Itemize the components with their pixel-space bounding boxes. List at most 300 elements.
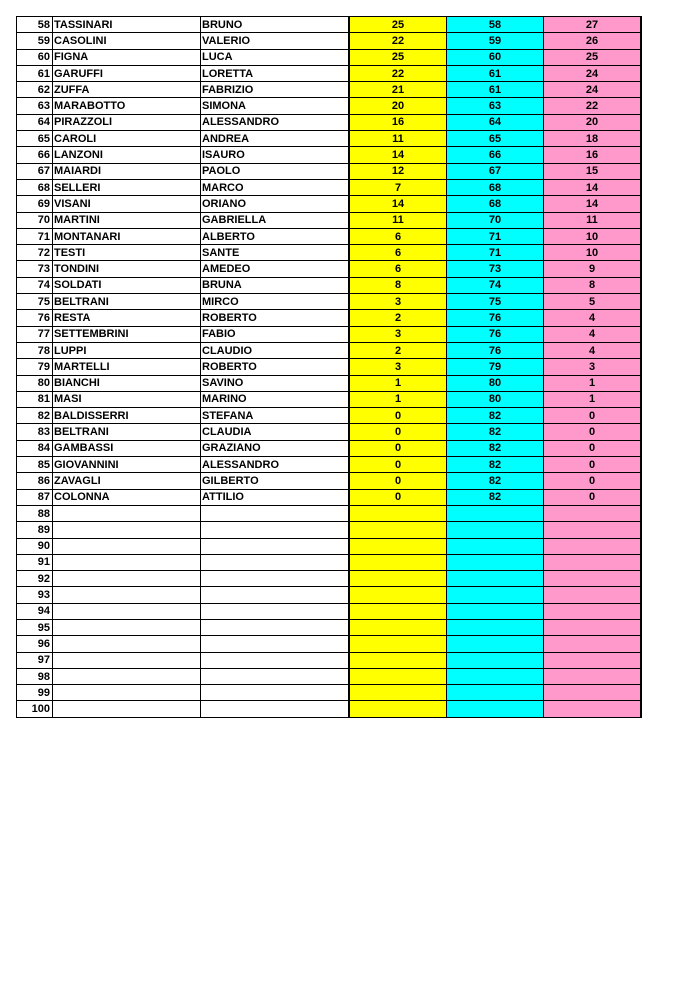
score-pink-cell[interactable]: 0	[544, 408, 642, 424]
score-yellow-cell[interactable]: 16	[349, 114, 447, 130]
table-row	[17, 33, 642, 49]
table-row	[17, 294, 642, 310]
rank-cell[interactable]: 81	[17, 391, 53, 407]
surname-cell[interactable]: BALDISSERRI	[53, 408, 201, 424]
score-yellow-cell[interactable]	[349, 619, 447, 635]
score-cyan-cell[interactable]: 82	[447, 424, 544, 440]
score-pink-cell[interactable]: 10	[544, 245, 642, 261]
first-name-cell[interactable]: BRUNO	[201, 17, 350, 33]
score-yellow-cell[interactable]	[349, 701, 447, 717]
first-name-cell[interactable]: GRAZIANO	[201, 440, 350, 456]
first-name-cell[interactable]	[201, 522, 350, 538]
rank-cell[interactable]: 96	[17, 636, 53, 652]
first-name-cell[interactable]: CLAUDIO	[201, 342, 350, 358]
score-pink-cell[interactable]: 18	[544, 131, 642, 147]
score-cyan-cell[interactable]: 82	[447, 473, 544, 489]
score-pink-cell[interactable]	[544, 619, 642, 635]
score-pink-cell[interactable]: 4	[544, 342, 642, 358]
score-cyan-cell[interactable]	[447, 668, 544, 684]
first-name-cell[interactable]: AMEDEO	[201, 261, 350, 277]
rank-cell[interactable]: 87	[17, 489, 53, 505]
first-name-cell[interactable]	[201, 652, 350, 668]
score-pink-cell[interactable]	[544, 554, 642, 570]
score-cyan-cell[interactable]	[447, 685, 544, 701]
rank-cell[interactable]: 95	[17, 619, 53, 635]
surname-cell[interactable]: ZAVAGLI	[53, 473, 201, 489]
first-name-cell[interactable]: GABRIELLA	[201, 212, 350, 228]
score-pink-cell[interactable]	[544, 603, 642, 619]
score-pink-cell[interactable]: 0	[544, 440, 642, 456]
score-yellow-cell[interactable]	[349, 505, 447, 521]
first-name-cell[interactable]: SAVINO	[201, 375, 350, 391]
score-pink-cell[interactable]: 0	[544, 457, 642, 473]
surname-cell[interactable]: SELLERI	[53, 179, 201, 195]
score-pink-cell[interactable]: 1	[544, 375, 642, 391]
first-name-cell[interactable]	[201, 538, 350, 554]
score-cyan-cell[interactable]: 65	[447, 131, 544, 147]
rank-cell[interactable]: 89	[17, 522, 53, 538]
score-pink-cell[interactable]	[544, 668, 642, 684]
table-row	[17, 375, 642, 391]
score-cyan-cell[interactable]	[447, 587, 544, 603]
surname-cell[interactable]: MARTINI	[53, 212, 201, 228]
surname-cell[interactable]: LANZONI	[53, 147, 201, 163]
score-cyan-cell[interactable]	[447, 652, 544, 668]
score-yellow-cell[interactable]: 1	[349, 391, 447, 407]
first-name-cell[interactable]: LORETTA	[201, 65, 350, 81]
rank-cell[interactable]: 91	[17, 554, 53, 570]
rank-cell[interactable]: 58	[17, 17, 53, 33]
score-cyan-cell[interactable]: 68	[447, 196, 544, 212]
score-cyan-cell[interactable]: 82	[447, 489, 544, 505]
surname-cell[interactable]: SOLDATI	[53, 277, 201, 293]
first-name-cell[interactable]	[201, 636, 350, 652]
score-yellow-cell[interactable]: 8	[349, 277, 447, 293]
surname-cell[interactable]: ZUFFA	[53, 82, 201, 98]
rank-cell[interactable]: 90	[17, 538, 53, 554]
score-cyan-cell[interactable]	[447, 619, 544, 635]
table-row	[17, 685, 642, 701]
first-name-cell[interactable]: ANDREA	[201, 131, 350, 147]
score-pink-cell[interactable]: 4	[544, 326, 642, 342]
surname-cell[interactable]	[53, 522, 201, 538]
first-name-cell[interactable]: BRUNA	[201, 277, 350, 293]
score-cyan-cell[interactable]: 80	[447, 375, 544, 391]
rank-cell[interactable]: 59	[17, 33, 53, 49]
score-cyan-cell[interactable]	[447, 571, 544, 587]
first-name-cell[interactable]: GILBERTO	[201, 473, 350, 489]
table-row	[17, 245, 642, 261]
rank-cell[interactable]: 76	[17, 310, 53, 326]
surname-cell[interactable]: BIANCHI	[53, 375, 201, 391]
score-pink-cell[interactable]	[544, 652, 642, 668]
score-cyan-cell[interactable]: 58	[447, 17, 544, 33]
rank-cell[interactable]: 92	[17, 571, 53, 587]
table-row	[17, 424, 642, 440]
table-row	[17, 65, 642, 81]
first-name-cell[interactable]: SIMONA	[201, 98, 350, 114]
surname-cell[interactable]	[53, 685, 201, 701]
surname-cell[interactable]: GARUFFI	[53, 65, 201, 81]
table-row	[17, 603, 642, 619]
first-name-cell[interactable]: FABRIZIO	[201, 82, 350, 98]
score-yellow-cell[interactable]: 0	[349, 489, 447, 505]
surname-cell[interactable]	[53, 636, 201, 652]
table-row	[17, 310, 642, 326]
score-cyan-cell[interactable]: 76	[447, 310, 544, 326]
score-yellow-cell[interactable]: 12	[349, 163, 447, 179]
first-name-cell[interactable]	[201, 668, 350, 684]
rank-cell[interactable]: 67	[17, 163, 53, 179]
rank-cell[interactable]: 68	[17, 179, 53, 195]
score-yellow-cell[interactable]: 22	[349, 33, 447, 49]
score-pink-cell[interactable]	[544, 571, 642, 587]
score-cyan-cell[interactable]: 76	[447, 326, 544, 342]
surname-cell[interactable]: MARABOTTO	[53, 98, 201, 114]
score-yellow-cell[interactable]: 14	[349, 147, 447, 163]
table-row	[17, 261, 642, 277]
score-yellow-cell[interactable]: 0	[349, 473, 447, 489]
rank-cell[interactable]: 70	[17, 212, 53, 228]
score-yellow-cell[interactable]: 11	[349, 131, 447, 147]
score-cyan-cell[interactable]: 82	[447, 440, 544, 456]
table-row	[17, 342, 642, 358]
score-pink-cell[interactable]: 25	[544, 49, 642, 65]
rank-cell[interactable]: 98	[17, 668, 53, 684]
surname-cell[interactable]: FIGNA	[53, 49, 201, 65]
score-cyan-cell[interactable]	[447, 603, 544, 619]
score-yellow-cell[interactable]: 21	[349, 82, 447, 98]
table-row	[17, 652, 642, 668]
first-name-cell[interactable]: ATTILIO	[201, 489, 350, 505]
rank-cell[interactable]: 85	[17, 457, 53, 473]
table-row	[17, 391, 642, 407]
rank-cell[interactable]: 71	[17, 228, 53, 244]
rank-cell[interactable]: 69	[17, 196, 53, 212]
score-pink-cell[interactable]: 15	[544, 163, 642, 179]
rank-cell[interactable]: 84	[17, 440, 53, 456]
surname-cell[interactable]: MASI	[53, 391, 201, 407]
surname-cell[interactable]	[53, 505, 201, 521]
rank-cell[interactable]: 79	[17, 359, 53, 375]
score-yellow-cell[interactable]: 14	[349, 196, 447, 212]
table-row	[17, 522, 642, 538]
score-cyan-cell[interactable]	[447, 636, 544, 652]
surname-cell[interactable]	[53, 554, 201, 570]
score-pink-cell[interactable]: 1	[544, 391, 642, 407]
table-row	[17, 17, 642, 33]
score-pink-cell[interactable]: 26	[544, 33, 642, 49]
rank-cell[interactable]: 78	[17, 342, 53, 358]
table-row	[17, 163, 642, 179]
score-pink-cell[interactable]	[544, 701, 642, 717]
score-pink-cell[interactable]	[544, 685, 642, 701]
score-yellow-cell[interactable]: 6	[349, 228, 447, 244]
first-name-cell[interactable]: STEFANA	[201, 408, 350, 424]
first-name-cell[interactable]: FABIO	[201, 326, 350, 342]
score-yellow-cell[interactable]: 25	[349, 49, 447, 65]
table-row	[17, 277, 642, 293]
first-name-cell[interactable]: PAOLO	[201, 163, 350, 179]
score-pink-cell[interactable]: 10	[544, 228, 642, 244]
score-yellow-cell[interactable]	[349, 554, 447, 570]
score-cyan-cell[interactable]	[447, 538, 544, 554]
score-yellow-cell[interactable]: 0	[349, 457, 447, 473]
score-cyan-cell[interactable]	[447, 701, 544, 717]
score-yellow-cell[interactable]	[349, 538, 447, 554]
table-row	[17, 98, 642, 114]
score-yellow-cell[interactable]: 22	[349, 65, 447, 81]
score-pink-cell[interactable]: 20	[544, 114, 642, 130]
surname-cell[interactable]	[53, 619, 201, 635]
score-yellow-cell[interactable]: 2	[349, 342, 447, 358]
surname-cell[interactable]: CAROLI	[53, 131, 201, 147]
score-pink-cell[interactable]: 0	[544, 473, 642, 489]
score-pink-cell[interactable]: 16	[544, 147, 642, 163]
score-pink-cell[interactable]	[544, 636, 642, 652]
rank-cell[interactable]: 83	[17, 424, 53, 440]
score-cyan-cell[interactable]: 68	[447, 179, 544, 195]
score-cyan-cell[interactable]: 70	[447, 212, 544, 228]
score-pink-cell[interactable]: 24	[544, 65, 642, 81]
score-cyan-cell[interactable]	[447, 554, 544, 570]
score-cyan-cell[interactable]: 61	[447, 82, 544, 98]
surname-cell[interactable]: MARTELLI	[53, 359, 201, 375]
table-row	[17, 228, 642, 244]
standings-table	[16, 16, 642, 718]
table-row	[17, 457, 642, 473]
score-cyan-cell[interactable]: 71	[447, 228, 544, 244]
score-pink-cell[interactable]: 8	[544, 277, 642, 293]
score-pink-cell[interactable]: 11	[544, 212, 642, 228]
score-yellow-cell[interactable]: 6	[349, 245, 447, 261]
rank-cell[interactable]: 80	[17, 375, 53, 391]
score-cyan-cell[interactable]: 79	[447, 359, 544, 375]
table-row	[17, 668, 642, 684]
first-name-cell[interactable]: ROBERTO	[201, 310, 350, 326]
score-pink-cell[interactable]	[544, 505, 642, 521]
rank-cell[interactable]: 86	[17, 473, 53, 489]
table-row	[17, 49, 642, 65]
score-yellow-cell[interactable]: 0	[349, 408, 447, 424]
score-cyan-cell[interactable]: 60	[447, 49, 544, 65]
first-name-cell[interactable]: ORIANO	[201, 196, 350, 212]
score-pink-cell[interactable]: 14	[544, 196, 642, 212]
surname-cell[interactable]: VISANI	[53, 196, 201, 212]
surname-cell[interactable]	[53, 701, 201, 717]
rank-cell[interactable]: 74	[17, 277, 53, 293]
table-row	[17, 147, 642, 163]
first-name-cell[interactable]	[201, 603, 350, 619]
score-cyan-cell[interactable]: 71	[447, 245, 544, 261]
surname-cell[interactable]: TESTI	[53, 245, 201, 261]
surname-cell[interactable]: GAMBASSI	[53, 440, 201, 456]
score-pink-cell[interactable]: 22	[544, 98, 642, 114]
first-name-cell[interactable]: ALESSANDRO	[201, 114, 350, 130]
score-pink-cell[interactable]: 5	[544, 294, 642, 310]
table-row	[17, 408, 642, 424]
rank-cell[interactable]: 88	[17, 505, 53, 521]
standings-table-body	[17, 17, 642, 718]
score-cyan-cell[interactable]: 61	[447, 65, 544, 81]
score-cyan-cell[interactable]	[447, 522, 544, 538]
score-yellow-cell[interactable]: 3	[349, 294, 447, 310]
rank-cell[interactable]: 75	[17, 294, 53, 310]
score-pink-cell[interactable]: 27	[544, 17, 642, 33]
rank-cell[interactable]: 73	[17, 261, 53, 277]
first-name-cell[interactable]: MIRCO	[201, 294, 350, 310]
table-row	[17, 131, 642, 147]
score-pink-cell[interactable]: 0	[544, 424, 642, 440]
rank-cell[interactable]: 60	[17, 49, 53, 65]
first-name-cell[interactable]	[201, 554, 350, 570]
surname-cell[interactable]: BELTRANI	[53, 294, 201, 310]
first-name-cell[interactable]: CLAUDIA	[201, 424, 350, 440]
surname-cell[interactable]: MONTANARI	[53, 228, 201, 244]
surname-cell[interactable]: CASOLINI	[53, 33, 201, 49]
score-yellow-cell[interactable]	[349, 636, 447, 652]
rank-cell[interactable]: 97	[17, 652, 53, 668]
score-yellow-cell[interactable]: 0	[349, 440, 447, 456]
rank-cell[interactable]: 64	[17, 114, 53, 130]
score-cyan-cell[interactable]: 75	[447, 294, 544, 310]
score-pink-cell[interactable]	[544, 587, 642, 603]
surname-cell[interactable]: RESTA	[53, 310, 201, 326]
table-row	[17, 587, 642, 603]
rank-cell[interactable]: 100	[17, 701, 53, 717]
table-row	[17, 554, 642, 570]
rank-cell[interactable]: 63	[17, 98, 53, 114]
first-name-cell[interactable]: VALERIO	[201, 33, 350, 49]
surname-cell[interactable]: TASSINARI	[53, 17, 201, 33]
rank-cell[interactable]: 65	[17, 131, 53, 147]
table-row	[17, 538, 642, 554]
score-cyan-cell[interactable]: 64	[447, 114, 544, 130]
score-cyan-cell[interactable]	[447, 505, 544, 521]
score-yellow-cell[interactable]: 20	[349, 98, 447, 114]
table-row	[17, 359, 642, 375]
surname-cell[interactable]: GIOVANNINI	[53, 457, 201, 473]
score-cyan-cell[interactable]: 80	[447, 391, 544, 407]
table-row	[17, 179, 642, 195]
table-row	[17, 505, 642, 521]
score-pink-cell[interactable]: 14	[544, 179, 642, 195]
score-cyan-cell[interactable]: 76	[447, 342, 544, 358]
table-row	[17, 212, 642, 228]
score-yellow-cell[interactable]	[349, 522, 447, 538]
surname-cell[interactable]: TONDINI	[53, 261, 201, 277]
table-row	[17, 114, 642, 130]
score-cyan-cell[interactable]: 74	[447, 277, 544, 293]
score-pink-cell[interactable]: 0	[544, 489, 642, 505]
score-pink-cell[interactable]: 4	[544, 310, 642, 326]
rank-cell[interactable]: 66	[17, 147, 53, 163]
first-name-cell[interactable]	[201, 619, 350, 635]
rank-cell[interactable]: 82	[17, 408, 53, 424]
rank-cell[interactable]: 99	[17, 685, 53, 701]
rank-cell[interactable]: 72	[17, 245, 53, 261]
score-yellow-cell[interactable]: 25	[349, 17, 447, 33]
score-pink-cell[interactable]	[544, 538, 642, 554]
rank-cell[interactable]: 93	[17, 587, 53, 603]
table-row	[17, 473, 642, 489]
score-yellow-cell[interactable]	[349, 668, 447, 684]
surname-cell[interactable]: PIRAZZOLI	[53, 114, 201, 130]
score-yellow-cell[interactable]	[349, 587, 447, 603]
first-name-cell[interactable]	[201, 701, 350, 717]
score-cyan-cell[interactable]: 66	[447, 147, 544, 163]
surname-cell[interactable]	[53, 603, 201, 619]
surname-cell[interactable]	[53, 652, 201, 668]
surname-cell[interactable]: SETTEMBRINI	[53, 326, 201, 342]
first-name-cell[interactable]: ALESSANDRO	[201, 457, 350, 473]
surname-cell[interactable]: LUPPI	[53, 342, 201, 358]
score-pink-cell[interactable]: 9	[544, 261, 642, 277]
table-row	[17, 619, 642, 635]
score-cyan-cell[interactable]: 63	[447, 98, 544, 114]
score-pink-cell[interactable]: 3	[544, 359, 642, 375]
score-cyan-cell[interactable]: 73	[447, 261, 544, 277]
first-name-cell[interactable]	[201, 571, 350, 587]
score-yellow-cell[interactable]: 7	[349, 179, 447, 195]
first-name-cell[interactable]	[201, 587, 350, 603]
score-yellow-cell[interactable]	[349, 571, 447, 587]
rank-cell[interactable]: 94	[17, 603, 53, 619]
score-cyan-cell[interactable]: 82	[447, 408, 544, 424]
surname-cell[interactable]	[53, 587, 201, 603]
score-yellow-cell[interactable]: 0	[349, 424, 447, 440]
first-name-cell[interactable]	[201, 685, 350, 701]
score-yellow-cell[interactable]	[349, 685, 447, 701]
score-yellow-cell[interactable]: 6	[349, 261, 447, 277]
surname-cell[interactable]: BELTRANI	[53, 424, 201, 440]
rank-cell[interactable]: 61	[17, 65, 53, 81]
first-name-cell[interactable]: MARINO	[201, 391, 350, 407]
surname-cell[interactable]	[53, 668, 201, 684]
score-yellow-cell[interactable]	[349, 603, 447, 619]
score-pink-cell[interactable]	[544, 522, 642, 538]
table-row	[17, 701, 642, 717]
table-row	[17, 571, 642, 587]
score-yellow-cell[interactable]: 3	[349, 359, 447, 375]
first-name-cell[interactable]	[201, 505, 350, 521]
score-pink-cell[interactable]: 24	[544, 82, 642, 98]
score-yellow-cell[interactable]	[349, 652, 447, 668]
score-yellow-cell[interactable]: 3	[349, 326, 447, 342]
first-name-cell[interactable]: MARCO	[201, 179, 350, 195]
first-name-cell[interactable]: LUCA	[201, 49, 350, 65]
score-yellow-cell[interactable]: 1	[349, 375, 447, 391]
score-cyan-cell[interactable]: 67	[447, 163, 544, 179]
table-row	[17, 82, 642, 98]
score-cyan-cell[interactable]: 82	[447, 457, 544, 473]
first-name-cell[interactable]: ISAURO	[201, 147, 350, 163]
rank-cell[interactable]: 62	[17, 82, 53, 98]
score-yellow-cell[interactable]: 2	[349, 310, 447, 326]
score-cyan-cell[interactable]: 59	[447, 33, 544, 49]
first-name-cell[interactable]: ALBERTO	[201, 228, 350, 244]
score-yellow-cell[interactable]: 11	[349, 212, 447, 228]
first-name-cell[interactable]: SANTE	[201, 245, 350, 261]
table-row	[17, 440, 642, 456]
surname-cell[interactable]: COLONNA	[53, 489, 201, 505]
surname-cell[interactable]	[53, 538, 201, 554]
rank-cell[interactable]: 77	[17, 326, 53, 342]
first-name-cell[interactable]: ROBERTO	[201, 359, 350, 375]
surname-cell[interactable]: MAIARDI	[53, 163, 201, 179]
surname-cell[interactable]	[53, 571, 201, 587]
table-row	[17, 636, 642, 652]
